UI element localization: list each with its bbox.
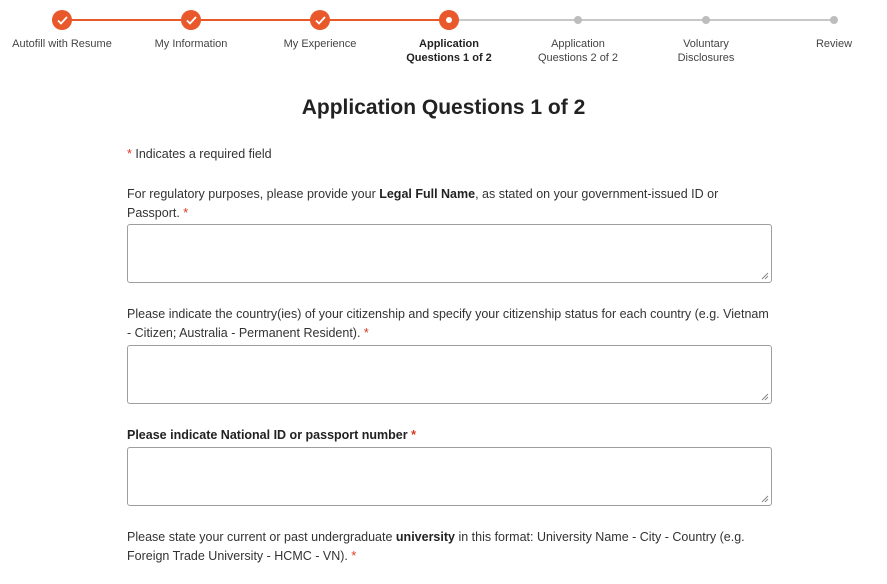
legal-full-name-textarea[interactable] [127, 224, 772, 283]
current-dot-icon [439, 10, 459, 30]
step-review [769, 10, 887, 51]
step-my-information [126, 10, 256, 51]
required-marker: * [127, 147, 132, 161]
national-id-textarea[interactable] [127, 447, 772, 506]
step-autofill-with-resume [0, 10, 127, 51]
step-my-experience [255, 10, 385, 51]
question-citizenship-label: Please indicate the country(ies) of your citizenship and specify your citizenship status for each country (e.g. Vietnam - Citizen; Australia - Permanent Resident). * [127, 307, 769, 340]
step-label: Application Questions 2 of 2 [537, 38, 619, 64]
required-marker: * [183, 206, 189, 220]
pending-dot-icon [574, 16, 582, 24]
pending-dot-icon [702, 16, 710, 24]
required-marker: * [411, 428, 416, 442]
resize-handle-icon[interactable] [761, 495, 769, 503]
check-icon [181, 10, 201, 30]
step-application-questions-1 [384, 10, 514, 65]
step-label: Application Questions 1 of 2 [406, 38, 492, 64]
required-note-text: Indicates a required field [135, 147, 272, 161]
step-label: My Information [154, 38, 228, 50]
required-field-note [127, 145, 772, 164]
step-label: Voluntary Disclosures [677, 38, 735, 64]
step-label: Review [815, 38, 853, 50]
check-icon [52, 10, 72, 30]
page-title: Application Questions 1 of 2 [301, 96, 586, 119]
question-university-label: Please state your current or past undergraduate university in this format: University Name - City - Country (e.g. Foreign Trade University - HCMC - VN). * [127, 530, 745, 563]
question-legal-full-name-label: For regulatory purposes, please provide your Legal Full Name, as stated on your government-issued ID or Passport. * [127, 187, 719, 220]
step-label: My Experience [283, 38, 357, 50]
required-marker: * [351, 549, 357, 563]
resize-handle-icon[interactable] [761, 272, 769, 280]
question-national-id-label: Please indicate National ID or passport number * [127, 428, 416, 442]
step-application-questions-2 [513, 10, 643, 65]
progress-stepper [0, 0, 887, 72]
check-icon [310, 10, 330, 30]
required-marker: * [363, 326, 369, 340]
citizenship-textarea[interactable] [127, 345, 772, 404]
step-label: Autofill with Resume [12, 38, 112, 50]
step-voluntary-disclosures [641, 10, 771, 65]
pending-dot-icon [830, 16, 838, 24]
resize-handle-icon[interactable] [761, 393, 769, 401]
